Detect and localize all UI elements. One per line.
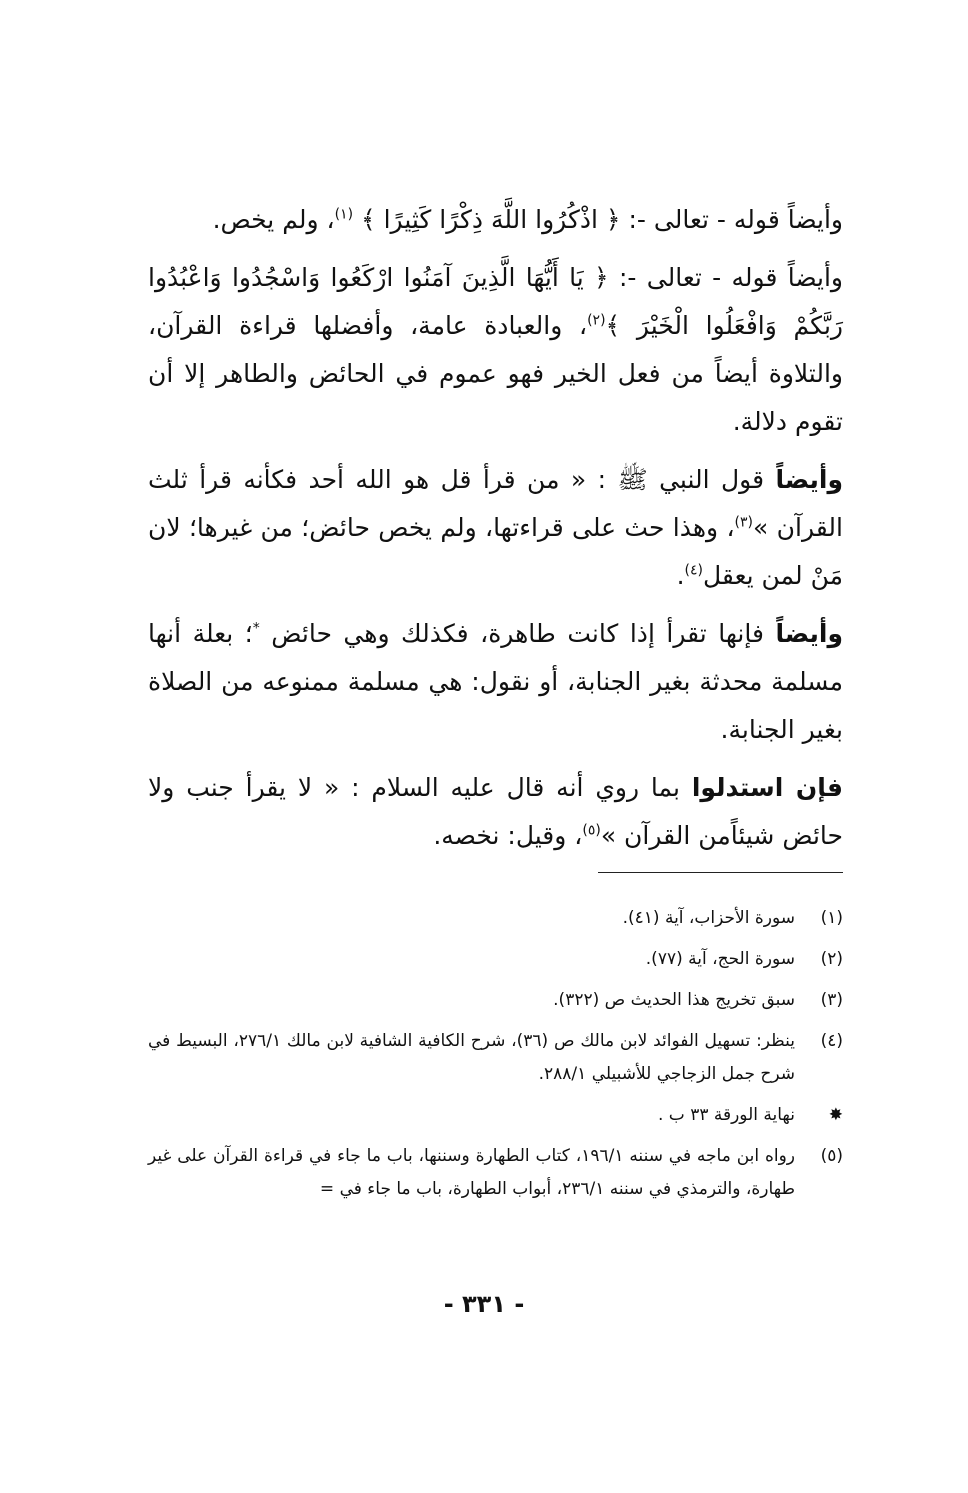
- paragraph-text: بما روي أنه قال عليه السلام : « لا يقرأ جنب ولا حائض شيئاًمن القرآن »: [148, 773, 843, 850]
- paragraph-lead: فإن استدلوا: [691, 773, 843, 802]
- main-text: [148, 196, 843, 870]
- footnote-ref: *: [252, 620, 260, 637]
- paragraph: [148, 196, 843, 244]
- paragraph-text: وأيضاً قوله - تعالى -: ﴿ اذْكُرُوا اللَّهَ ذِكْرًا كَثِيرًا ﴾: [353, 205, 843, 234]
- paragraph-text: قول النبي ﷺ : « من قرأ قل هو الله أحد فكأنه قرأ ثلث القرآن »: [148, 465, 843, 542]
- paragraph: [148, 610, 843, 754]
- paragraph: [148, 764, 843, 860]
- footnote-number: (١): [820, 908, 843, 928]
- footnote-text: سورة الأحزاب، آية (٤١).: [622, 908, 795, 928]
- footnote-ref: (٣): [734, 514, 754, 531]
- footnote-number: (٤): [820, 1031, 843, 1051]
- footnote-text: ينظر: تسهيل الفوائد لابن مالك ص (٣٦)، شرح الكافية الشافية لابن مالك ٢٧٦/١، البسيط في شرح جمل الزجاجي للأشبيلي ٢٨٨/١.: [148, 1031, 795, 1084]
- footnote-ref: (١): [334, 206, 354, 223]
- footnote-number: (٥): [820, 1146, 843, 1166]
- paragraph-text: وأيضاً قوله - تعالى -: ﴿ يَا أَيُّهَا الَّذِينَ آمَنُوا ارْكَعُوا وَاسْجُدُوا وَاعْبُدُوا رَبَّكُمْ وَافْعَلُوا الْخَيْرَ ﴾: [148, 263, 843, 340]
- footnote-number: (٣): [820, 990, 843, 1010]
- paragraph-lead: وأيضاً: [775, 465, 843, 494]
- footnote-ref: (٥): [582, 822, 601, 839]
- footnote-text: رواه ابن ماجه في سننه ١٩٦/١، كتاب الطهارة وسننها، باب ما جاء في قراءة القرآن على غير طهارة، والترمذي في سننه ٢٣٦/١، أبواب الطهارة، باب ما جاء في =: [148, 1146, 795, 1199]
- footnote-text: سبق تخريج هذا الحديث ص (٣٢٢).: [553, 990, 795, 1010]
- paragraph-text: فإنها تقرأ إذا كانت طاهرة، فكذلك وهي حائض: [259, 619, 776, 648]
- footnote: [148, 1140, 843, 1206]
- page-number: - ٣٣١ -: [443, 1290, 525, 1318]
- footnote-number: (٢): [820, 949, 843, 969]
- footnotes: [148, 902, 843, 1214]
- paragraph-tail: ، والعبادة عامة، وأفضلها قراءة القرآن، والتلاوة أيضاً من فعل الخير فهو عموم في الحائض والطاهر إلا أن تقوم دلالة.: [148, 311, 843, 436]
- footnote: [148, 902, 843, 935]
- footnote-text: سورة الحج، آية (٧٧).: [645, 949, 795, 969]
- paragraph-lead: وأيضاً: [775, 619, 843, 648]
- asterisk-icon: ✸: [828, 1105, 843, 1125]
- footnote-separator: [598, 872, 843, 873]
- paragraph-tail: ، وقيل: نخصه.: [433, 821, 583, 850]
- paragraph: [148, 254, 843, 446]
- footnote: [148, 1025, 843, 1091]
- paragraph-tail: ، ولم يخص.: [212, 205, 335, 234]
- paragraph-tail: ؛ بعلة أنها مسلمة محدثة بغير الجنابة، أو نقول: هي مسلمة ممنوعه من الصلاة بغير الجنابة.: [148, 619, 843, 744]
- footnote: [148, 984, 843, 1017]
- paragraph-tail: .: [676, 561, 685, 590]
- footnote-ref: (٤): [684, 562, 703, 579]
- footnote-ref: (٢): [587, 312, 606, 329]
- paragraph-tail: ، وهذا حث على قراءتها، ولم يخص حائض؛ من غيرها؛ لان مَنْ لمن يعقل: [148, 513, 843, 590]
- footnote-text: نهاية الورقة ٣٣ ب .: [657, 1105, 795, 1125]
- footnote: [148, 943, 843, 976]
- footnote: [148, 1099, 843, 1132]
- paragraph: [148, 456, 843, 600]
